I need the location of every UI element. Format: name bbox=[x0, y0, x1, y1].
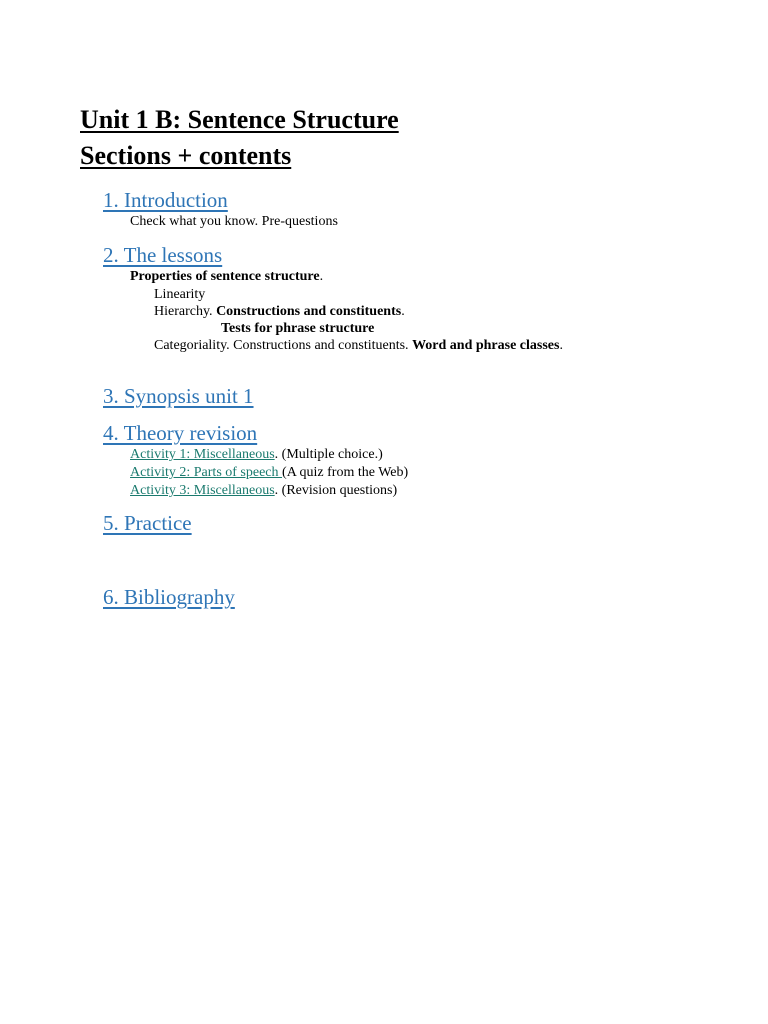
page-title: Unit 1 B: Sentence Structure bbox=[80, 105, 399, 134]
section-link-synopsis[interactable]: 3. Synopsis unit 1 bbox=[103, 384, 254, 408]
section-link-introduction[interactable]: 1. Introduction bbox=[103, 188, 228, 212]
page-subtitle: Sections + contents bbox=[80, 141, 292, 170]
introduction-description: Check what you know. Pre-questions bbox=[130, 214, 338, 229]
lessons-categoriality-paragraph bbox=[154, 337, 577, 355]
section-link-lessons[interactable]: 2. The lessons bbox=[103, 243, 223, 267]
lessons-constructions-text: Constructions and constituents bbox=[216, 304, 402, 319]
lessons-constructions-period: . bbox=[401, 304, 405, 319]
lessons-properties-line bbox=[130, 268, 323, 285]
lessons-properties-text: Properties of sentence structure bbox=[130, 269, 320, 284]
lessons-categoriality-text: Categoriality. Constructions and constituents. bbox=[154, 338, 413, 353]
section-link-bibliography[interactable]: 6. Bibliography bbox=[103, 585, 235, 609]
lessons-hierarchy-text: Hierarchy. bbox=[154, 304, 217, 319]
activity-2-note: (A quiz from the Web) bbox=[282, 465, 409, 480]
activity-1-note: . (Multiple choice.) bbox=[274, 447, 383, 462]
lessons-properties-period: . bbox=[319, 269, 324, 284]
activity-3-link[interactable]: Activity 3: Miscellaneous bbox=[130, 483, 275, 498]
activity-row bbox=[130, 482, 397, 499]
activity-3-note: . (Revision questions) bbox=[274, 483, 398, 498]
activity-1-link[interactable]: Activity 1: Miscellaneous bbox=[130, 447, 275, 462]
activity-row bbox=[130, 464, 408, 481]
section-link-theory-revision[interactable]: 4. Theory revision bbox=[103, 421, 258, 445]
lessons-hierarchy-line bbox=[154, 303, 405, 320]
activity-row bbox=[130, 446, 383, 463]
lessons-word-phrase-classes: Word and phrase classes bbox=[412, 338, 560, 353]
lessons-tests-phrase-structure: Tests for phrase structure bbox=[221, 321, 375, 336]
lessons-linearity: Linearity bbox=[154, 287, 206, 302]
lessons-word-phrase-period: . bbox=[559, 338, 563, 353]
activity-2-link[interactable]: Activity 2: Parts of speech bbox=[130, 465, 283, 480]
section-link-practice[interactable]: 5. Practice bbox=[103, 511, 192, 535]
